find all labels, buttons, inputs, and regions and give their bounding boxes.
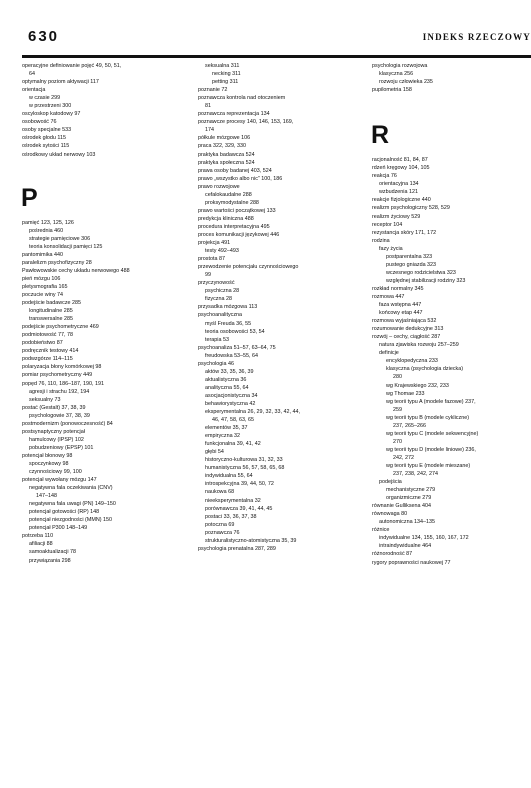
- header-rule: [22, 55, 531, 58]
- index-subentry: potencjał gotowości (RP) 148: [29, 509, 100, 516]
- index-subentry: cefalokaudalne 288: [205, 191, 252, 198]
- index-entry: pień mózgu 106: [22, 275, 61, 282]
- index-entry: rdzeń kręgowy 104, 105: [372, 165, 430, 172]
- index-subentry: względnej stabilizacji rodziny 323: [386, 277, 466, 284]
- index-subentry: klasyczna 256: [379, 71, 414, 78]
- index-subentry: afiliacji 88: [29, 541, 53, 548]
- index-subentry: transwersalne 285: [29, 316, 74, 323]
- index-entry: osobowość 76: [22, 119, 57, 126]
- index-subentry: fizyczna 28: [205, 296, 232, 303]
- index-subentry: 81: [205, 103, 211, 110]
- index-entry: postsynaptyczny potencjał: [22, 428, 85, 435]
- index-entry: pomiar psychometryczny 449: [22, 372, 93, 379]
- index-entry: rozumowanie dedukcyjne 313: [372, 326, 444, 333]
- index-entry: podejście psychometryczne 469: [22, 324, 99, 331]
- index-subentry: negatywna fala oczekiwania (CNV): [29, 485, 113, 492]
- index-subentry: pobudzeniowy (EPSP) 101: [29, 444, 94, 451]
- index-entry: psychologia rozwojowa: [372, 63, 428, 69]
- index-subentry: wg teorii typu A (modele fazowe) 237,: [386, 398, 476, 405]
- page-number: 630: [28, 28, 60, 45]
- index-entry: praktyka badawcza 524: [198, 151, 255, 158]
- index-subentry: petting 311: [212, 79, 239, 86]
- index-entry: rozwój – cechy, ciągłość 287: [372, 334, 441, 341]
- index-entry: podwzgórze 114–115: [22, 356, 73, 363]
- index-entry: ośrodek głodu 115: [22, 135, 66, 142]
- index-subentry: hamulcowy (IPSP) 102: [29, 436, 84, 443]
- index-subentry: humanistyczna 56, 57, 58, 65, 68: [205, 465, 285, 472]
- index-entry: prawo wartości początkowej 133: [198, 207, 276, 214]
- index-subentry: 99: [205, 272, 211, 279]
- index-subentry: postaci 33, 36, 37, 38: [205, 513, 257, 520]
- index-entry: rozkład normalny 345: [372, 285, 424, 292]
- index-entry: racjonalność 81, 84, 87: [372, 157, 428, 164]
- index-subentry: głębi 54: [205, 449, 224, 456]
- index-subentry: pustego gniazda 323: [386, 261, 437, 268]
- index-subentry: wczesnego rodzicielstwa 323: [386, 269, 456, 276]
- running-title: INDEKS RZECZOWY: [422, 32, 531, 42]
- index-subentry: wg teorii typu C (modele sekwencyjne): [386, 430, 479, 437]
- index-entry: przyczynowość: [198, 280, 235, 287]
- index-subentry: potencjał niezgodności (MMN) 150: [29, 517, 112, 524]
- index-subentry: necking 311: [212, 71, 241, 78]
- index-entry: paralelizm psychofizyczny 28: [22, 259, 92, 266]
- index-entry: pupilometria 158: [372, 87, 412, 94]
- index-subentry: 270: [393, 438, 402, 445]
- index-subentry: wg Thomae 233: [386, 390, 425, 397]
- index-subentry: freudowska 53–55, 64: [205, 352, 259, 359]
- index-entry: Pawłowowskie cechy układu nerwowego 488: [22, 267, 130, 274]
- index-entry: potencjał wywołany mózgu 147: [22, 477, 97, 484]
- index-entry: podręcznik testowy 414: [22, 348, 79, 355]
- index-entry: poznawcza kontrola nad otoczeniem: [198, 95, 286, 102]
- index-subentry: 64: [29, 71, 35, 78]
- index-subentry: wg teorii typu E (modele mieszane): [386, 462, 471, 469]
- index-subentry: psychiczna 28: [205, 288, 240, 295]
- index-subentry: fazy życia: [379, 245, 403, 252]
- index-entry: równowaga 80: [372, 511, 408, 518]
- index-entry: postać (Gestalt) 37, 38, 39: [22, 404, 86, 411]
- index-subentry: pośrednia 460: [29, 227, 64, 234]
- index-subentry: autonomiczna 134–135: [379, 519, 436, 526]
- index-entry: realizm psychologiczny 528, 529: [372, 205, 450, 212]
- index-entry: orientacja: [22, 87, 46, 94]
- index-subentry: aktów 33, 35, 36, 39: [205, 368, 254, 375]
- index-entry: półkule mózgowe 106: [198, 135, 251, 142]
- index-subentry: wzbudzenia 121: [379, 189, 418, 196]
- index-entry: prawo „wszystko albo nic” 100, 186: [198, 175, 283, 182]
- index-subentry: potencjał P300 148–149: [29, 525, 88, 532]
- index-entry: receptor 104: [372, 221, 403, 228]
- index-subentry: klasyczna (psychologia dziecka): [386, 366, 464, 373]
- index-subentry: indywidualna 55, 64: [205, 473, 253, 480]
- index-subentry: 280: [393, 374, 402, 381]
- index-entry: operacyjne definiowanie pojęć 49, 50, 51,: [22, 63, 122, 69]
- index-subentry: w czasie 299: [29, 95, 61, 102]
- index-subentry: 46, 47, 58, 63, 65: [212, 417, 254, 424]
- index-entry: polaryzacja błony komórkowej 98: [22, 364, 102, 371]
- index-entry: rozmowa wyjaśniająca 532: [372, 318, 437, 325]
- index-column-1: [22, 62, 172, 565]
- index-entry: proces komunikacji językowej 446: [198, 231, 280, 238]
- index-entry: różnice: [372, 527, 390, 534]
- index-subentry: proksymodystalne 288: [205, 199, 259, 206]
- index-subentry: orientacyjna 134: [379, 181, 419, 188]
- index-entry: procedura interpretacyjna 495: [198, 223, 270, 230]
- index-subentry: aktualistyczna 36: [205, 376, 247, 383]
- index-subentry: teoria osobowości 53, 54: [205, 328, 265, 335]
- index-subentry: historyczno-kulturowa 31, 32, 33: [205, 457, 283, 464]
- index-subentry: terapia 53: [205, 336, 229, 343]
- index-subentry: introspekcyjna 39, 44, 50, 72: [205, 481, 274, 488]
- index-entry: projekcja 491: [198, 240, 231, 247]
- index-subentry: 237, 265–266: [393, 422, 426, 429]
- index-entry: reakcje fizjologiczne 440: [372, 197, 431, 204]
- index-entry: postmodernizm (ponowoczesność) 84: [22, 420, 113, 427]
- index-subentry: eksperymentalna 26, 29, 32, 33, 42, 44,: [205, 409, 300, 416]
- index-subentry: spoczynkowy 98: [29, 460, 69, 467]
- index-entry: pantomimika 440: [22, 251, 64, 258]
- index-entry: rozmowa 447: [372, 293, 405, 300]
- index-subentry: encyklopedyczna 233: [386, 358, 438, 365]
- index-entry: oscyloskop katodowy 97: [22, 111, 81, 118]
- page-header: [20, 26, 531, 56]
- index-entry: prostota 87: [198, 256, 225, 263]
- index-entry: pletysmografia 165: [22, 283, 68, 290]
- index-subentry: naukowa 68: [205, 489, 235, 496]
- index-subentry: agresji i strachu 192, 194: [29, 388, 90, 395]
- index-entry: psychologia 46: [198, 360, 234, 367]
- index-entry: potencjał błonowy 98: [22, 452, 73, 459]
- index-subentry: myśl Freuda 36, 55: [205, 320, 252, 327]
- index-column-2: [198, 62, 358, 553]
- index-subentry: porównawcza 39, 41, 44, 45: [205, 505, 273, 512]
- index-entry: ośrodek sytości 115: [22, 143, 70, 150]
- index-subentry: 259: [393, 406, 402, 413]
- index-entry: popęd 76, 110, 186–187, 190, 191: [22, 380, 105, 387]
- index-subentry: samoaktualizacji 78: [29, 549, 77, 556]
- index-subentry: wg Krajewskiego 232, 233: [386, 382, 449, 389]
- index-subentry: 242, 272: [393, 454, 414, 461]
- index-subentry: psychologowie 37, 38, 39: [29, 412, 90, 419]
- index-subentry: przywiązania 298: [29, 557, 71, 564]
- index-subentry: czynnościowy 99, 100: [29, 469, 82, 476]
- index-subentry: teoria konsolidacji pamięci 125: [29, 243, 103, 250]
- index-subentry: seksualny 73: [29, 396, 61, 403]
- index-subentry: testy 492–493: [205, 248, 239, 255]
- index-subentry: asocjacjonistyczna 34: [205, 392, 258, 399]
- index-entry: równanie Gulliksena 404: [372, 503, 432, 510]
- index-subentry: strategie pamięciowe 306: [29, 235, 91, 242]
- index-entry: reakcja 76: [372, 173, 397, 180]
- index-entry: psychologia prenatalna 287, 289: [198, 545, 276, 552]
- index-subentry: poznawcza 76: [205, 529, 240, 536]
- index-entry: rygory poprawności naukowej 77: [372, 559, 451, 566]
- index-subentry: analityczna 55, 64: [205, 384, 249, 391]
- index-entry: poznawcza reprezentacja 134: [198, 111, 270, 118]
- index-subentry: natura zjawiska rozwoju 257–259: [379, 342, 459, 349]
- index-entry: poznawcze procesy 140, 146, 153, 169,: [198, 119, 294, 126]
- index-subentry: strukturalistyczno-atomistyczna 35, 39: [205, 537, 297, 544]
- index-entry: osoby specjalne 533: [22, 127, 72, 134]
- index-entry: poczucie winy 74: [22, 291, 64, 298]
- section-letter-r: R: [371, 121, 390, 150]
- index-entry: potrzeba 110: [22, 533, 54, 540]
- index-subentry: mechanistyczne 279: [386, 487, 436, 494]
- index-subentry: indywidualne 134, 155, 160, 167, 172: [379, 535, 469, 542]
- index-subentry: końcowy etap 447: [379, 310, 423, 317]
- index-entry: rezystancja skóry 171, 172: [372, 229, 437, 236]
- index-subentry: wg teorii typu D (modele liniowe) 236,: [386, 446, 476, 453]
- index-subentry: wg teorii typu B (modele cykliczne): [386, 414, 469, 421]
- index-entry: praktyka społeczna 524: [198, 159, 255, 166]
- section-letter-p: P: [21, 183, 38, 212]
- index-entry: przewodzenie potencjału czynnościowego: [198, 264, 299, 271]
- index-subentry: behawiorystyczna 42: [205, 400, 256, 407]
- index-entry: poznanie 72: [198, 87, 228, 94]
- index-subentry: elementów 35, 37: [205, 425, 248, 432]
- index-subentry: nieeksperymentalna 32: [205, 497, 261, 504]
- index-entry: przysadka mózgowa 113: [198, 304, 258, 311]
- index-entry: praca 322, 329, 330: [198, 143, 246, 150]
- index-subentry: postparentalna 323: [386, 253, 433, 260]
- index-column-3: [372, 62, 531, 567]
- index-subentry: definicje: [379, 350, 399, 357]
- index-entry: podmiotowość 77, 78: [22, 332, 73, 339]
- index-entry: psychoanaliza 51–57, 63–64, 75: [198, 344, 276, 351]
- index-subentry: 237, 238, 242, 274: [393, 471, 438, 478]
- index-entry: ośrodkowy układ nerwowy 103: [22, 151, 96, 158]
- index-entry: prawo rozwojowe: [198, 183, 240, 190]
- index-subentry: longitudinalne 285: [29, 308, 73, 315]
- index-subentry: organizmiczne 279: [386, 495, 432, 502]
- index-subentry: w przestrzeni 300: [29, 103, 72, 110]
- index-subentry: seksualna 311: [205, 63, 240, 69]
- index-subentry: intraindywidualne 464: [379, 543, 432, 550]
- index-subentry: empiryczna 32: [205, 433, 241, 440]
- index-entry: realizm życiowy 529: [372, 213, 421, 220]
- index-entry: prawa osoby badanej 403, 524: [198, 167, 272, 174]
- index-entry: rodzina: [372, 237, 390, 244]
- index-entry: predykcja kliniczna 488: [198, 215, 254, 222]
- index-entry: pamięć 123, 125, 126: [22, 219, 74, 226]
- index-subentry: 174: [205, 127, 214, 134]
- index-subentry: 147–148: [36, 493, 57, 500]
- index-entry: różnorodność 87: [372, 551, 413, 558]
- index-subentry: podejścia: [379, 479, 402, 486]
- index-subentry: potoczna 69: [205, 521, 235, 528]
- index-subentry: negatywna fala uwagi (PN) 149–150: [29, 501, 116, 508]
- index-entry: optymalny poziom aktywacji 117: [22, 79, 99, 86]
- index-subentry: rozwoju człowieka 235: [379, 79, 433, 86]
- index-subentry: faza wstępna 447: [379, 302, 422, 309]
- index-entry: psychoanalityczna: [198, 312, 243, 319]
- index-entry: podobieństwo 87: [22, 340, 63, 347]
- index-entry: podejście badawcze 285: [22, 300, 82, 307]
- index-subentry: funkcjonalna 39, 41, 42: [205, 441, 261, 448]
